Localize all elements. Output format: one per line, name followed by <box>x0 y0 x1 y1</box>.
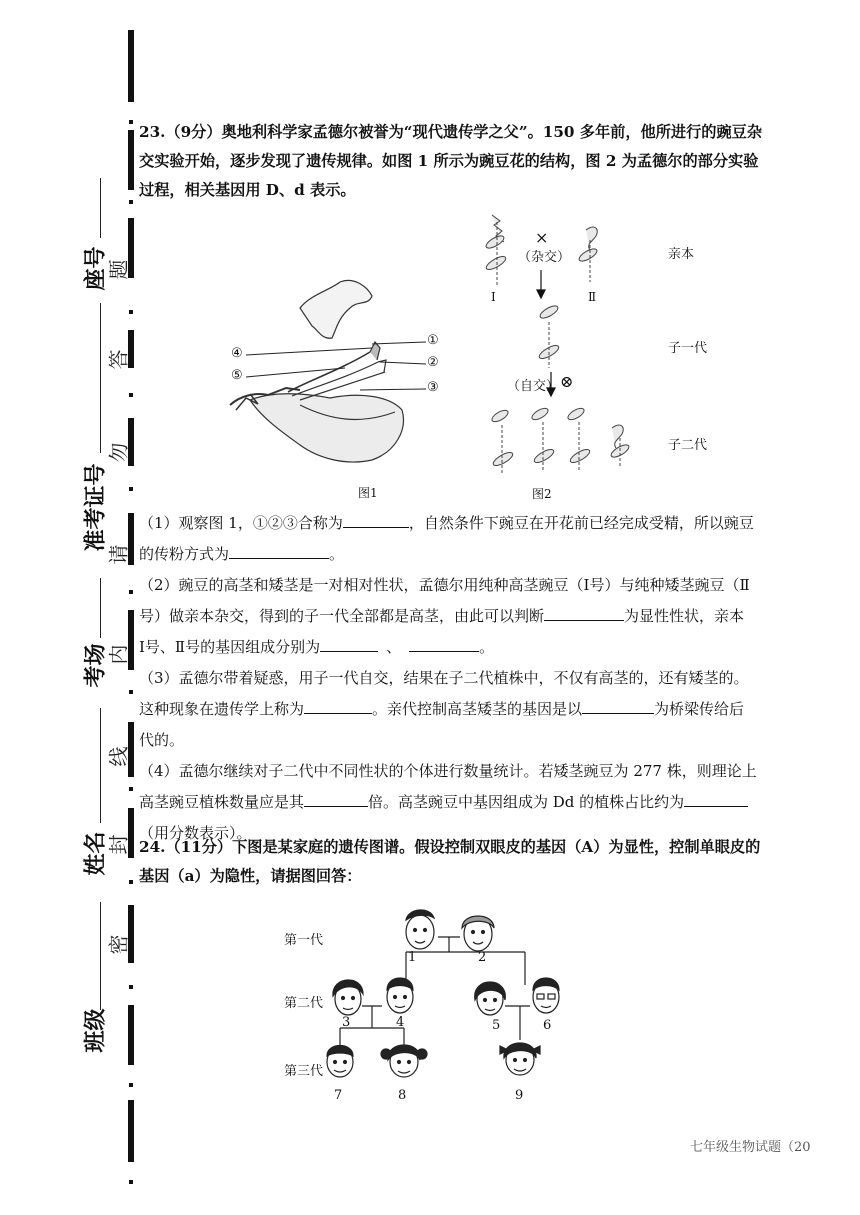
self-cross-symbol: ⊗ <box>560 372 574 391</box>
q23-text: 为显性性状，亲本 <box>624 607 745 625</box>
person-number: 6 <box>543 1018 552 1033</box>
exam-id-label: 准考证号 <box>82 463 109 552</box>
fig1-label-4: ④ <box>231 346 243 361</box>
person-number: 2 <box>478 950 487 965</box>
exam-room-label: 考场 <box>82 643 109 688</box>
person-9-girl-icon <box>500 1043 540 1075</box>
q23-text: （2）豌豆的高茎和矮茎是一对相对性状，孟德尔用纯种高茎豌豆（Ⅰ号）与纯种矮茎豌豆（Ⅱ <box>139 576 750 594</box>
fig1-label-2: ② <box>427 355 439 370</box>
parent-i-label: Ⅰ <box>491 290 496 304</box>
name-label: 姓名 <box>82 831 109 876</box>
generation-f2-label: 子二代 <box>668 438 708 453</box>
person-8-girl-icon <box>381 1045 427 1077</box>
seal-char: 密 <box>106 934 131 955</box>
q23-text: 。 <box>329 545 345 563</box>
q23-text: 号）做亲本杂交，得到的子一代全部都是高茎，由此可以判断 <box>139 607 545 625</box>
fig1-label-3: ③ <box>427 380 439 395</box>
class-label: 班级 <box>82 1008 109 1053</box>
q23-title-line: 交实验开始，逐步发现了遗传规律。如图 1 所示为豌豆花的结构，图 2 为孟德尔的部分实验 <box>139 152 759 170</box>
q23-text: （4）孟德尔继续对子二代中不同性状的个体进行数量统计。若矮茎豌豆为 277 株，则理论上 <box>139 762 757 780</box>
q23-text: 的传粉方式为 <box>139 545 230 563</box>
person-6-man-icon <box>533 978 559 1013</box>
cross-label: （杂交） <box>518 250 571 265</box>
person-7-boy-icon <box>327 1046 353 1078</box>
person-4-man-icon <box>387 978 413 1013</box>
q24-title-line: 基因（a）为隐性，请据图回答： <box>139 867 362 885</box>
self-cross-label: （自交） <box>507 379 560 394</box>
q24-title-line: 24.（11分）下图是某家庭的遗传图谱。假设控制双眼皮的基因（A）为显性，控制单眼皮的 <box>139 838 761 856</box>
generation-parent-label: 亲本 <box>668 247 695 262</box>
q23-text: 倍。高茎豌豆中基因组成为 Dd 的植株占比约为 <box>368 793 685 811</box>
q23-text: （1）观察图 1，①②③合称为 <box>139 514 343 532</box>
q23-text: 、 <box>386 638 402 656</box>
generation-2-label: 第二代 <box>284 996 324 1011</box>
seal-char: 勿 <box>106 442 131 463</box>
parent-ii-label: Ⅱ <box>588 290 597 304</box>
person-number: 4 <box>396 1015 405 1030</box>
person-3-woman-icon <box>333 980 363 1015</box>
q23-text: 。 <box>479 638 495 656</box>
q23-text: （3）孟德尔带着疑惑，用子一代自交，结果在子二代植株中，不仅有高茎的，还有矮茎的。 <box>139 669 749 687</box>
seat-number-label: 座号 <box>82 246 109 291</box>
q23-text: 。亲代控制高茎矮茎的基因是以 <box>372 700 583 718</box>
cross-symbol: × <box>535 228 549 247</box>
seal-char: 封 <box>106 834 131 855</box>
person-number: 9 <box>515 1088 524 1103</box>
seal-char: 线 <box>106 746 131 767</box>
seal-char: 题 <box>106 259 131 280</box>
q23-title-line: 23.（9分）奥地利科学家孟德尔被誉为“现代遗传学之父”。150 多年前，他所进行的豌豆杂 <box>139 123 763 141</box>
q23-text: Ⅰ号、Ⅱ号的基因组成分别为 <box>139 638 321 656</box>
seal-char: 答 <box>106 349 131 370</box>
q23-text: 为桥梁传给后 <box>654 700 745 718</box>
person-number: 3 <box>342 1015 351 1030</box>
page-footer: 七年级生物试题（20 <box>690 1140 811 1155</box>
generation-3-label: 第三代 <box>284 1064 324 1079</box>
generation-f1-label: 子一代 <box>668 341 708 356</box>
person-number: 8 <box>398 1088 407 1103</box>
q23-text: 代的。 <box>139 731 185 749</box>
person-number: 7 <box>334 1088 343 1103</box>
fig2-caption: 图2 <box>532 487 552 501</box>
fig1-caption: 图1 <box>358 486 378 500</box>
generation-1-label: 第一代 <box>284 933 324 948</box>
seal-char: 请 <box>106 544 131 565</box>
person-number: 5 <box>492 1018 501 1033</box>
q23-text: 高茎豌豆植株数量应是其 <box>139 793 305 811</box>
person-5-woman-icon <box>475 982 506 1015</box>
fig1-label-5: ⑤ <box>231 368 243 383</box>
seal-char: 内 <box>106 644 131 665</box>
q23-text: ，自然条件下豌豆在开花前已经完成受精，所以豌豆 <box>408 514 754 532</box>
q23-title-line: 过程，相关基因用 D、d 表示。 <box>139 181 356 199</box>
fig1-label-1: ① <box>427 333 439 348</box>
person-number: 1 <box>408 950 417 965</box>
person-2-woman-icon <box>462 916 494 951</box>
q23-text: （用分数表示）。 <box>139 824 252 842</box>
person-1-man-icon <box>406 910 434 949</box>
q23-text: 这种现象在遗传学上称为 <box>139 700 305 718</box>
